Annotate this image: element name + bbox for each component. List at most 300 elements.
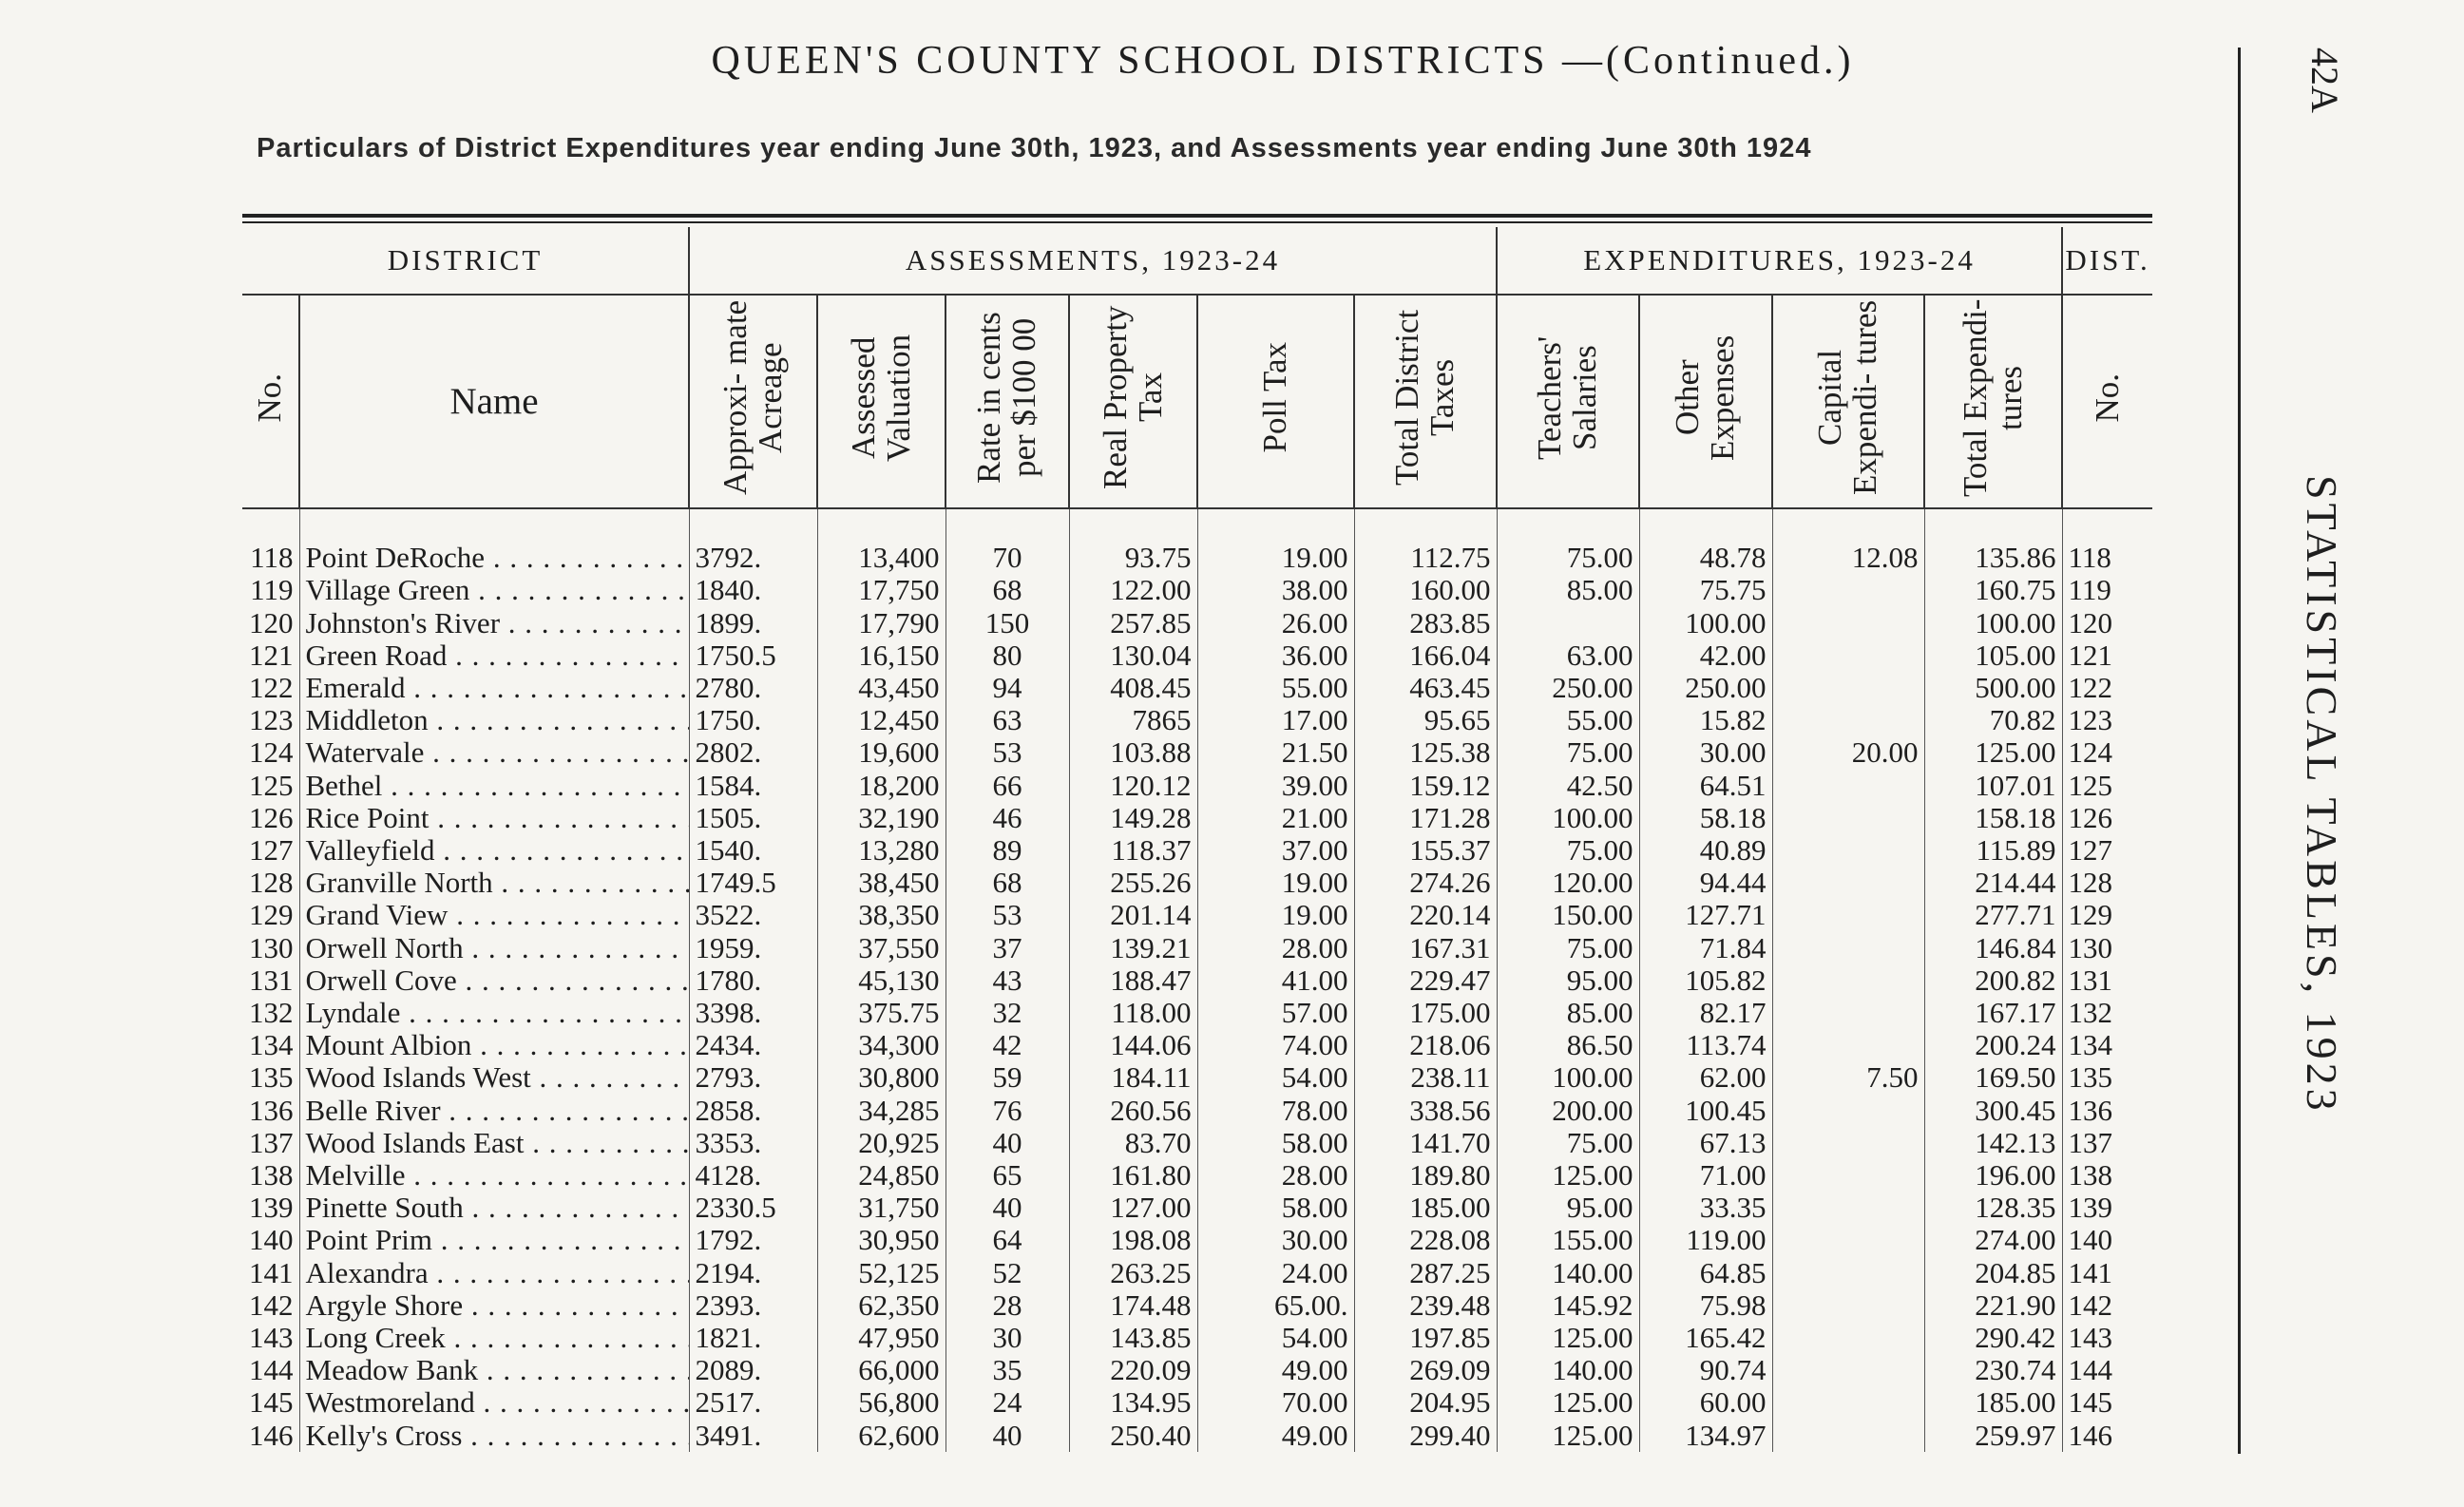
table-row [242, 1386, 2152, 1419]
valuation-cell: 17,750 [817, 574, 945, 606]
row-number: 135 [249, 1061, 294, 1095]
property-tax-cell: 263.25 [1069, 1257, 1197, 1289]
district-taxes-cell: 141.70 [1354, 1127, 1497, 1159]
valuation-cell: 62,350 [817, 1289, 945, 1322]
acreage-cell: 2194. [689, 1257, 817, 1289]
table-row [242, 672, 2152, 704]
total-exp-cell: 169.50 [1924, 1061, 2062, 1094]
rate-cell: 66 [945, 770, 1069, 802]
property-tax-cell: 143.85 [1069, 1322, 1197, 1354]
capital-cell [1772, 802, 1924, 834]
other-expenses-cell: 90.74 [1639, 1354, 1772, 1386]
row-number: 143 [249, 1322, 294, 1355]
district-name: Bethel . . . [299, 770, 689, 802]
side-title: STATISTICAL TABLES, 1923 [2298, 475, 2346, 1115]
table-row [242, 1127, 2152, 1159]
valuation-cell: 38,450 [817, 867, 945, 899]
row-number: 139 [249, 1192, 294, 1225]
rate-cell: 28 [945, 1289, 1069, 1322]
capital-cell [1772, 1159, 1924, 1192]
dist-number: 124 [2062, 736, 2152, 769]
row-number: 145 [249, 1386, 294, 1420]
poll-tax-cell: 28.00 [1197, 932, 1354, 964]
poll-tax-cell: 58.00 [1197, 1192, 1354, 1224]
statistics-table [242, 214, 2152, 1452]
total-exp-cell: 290.42 [1924, 1322, 2062, 1354]
total-exp-cell: 221.90 [1924, 1289, 2062, 1322]
valuation-cell: 43,450 [817, 672, 945, 704]
col-poll-tax: Poll Tax [1197, 295, 1354, 508]
table-row [242, 736, 2152, 769]
district-taxes-cell: 218.06 [1354, 1029, 1497, 1061]
property-tax-cell: 83.70 [1069, 1127, 1197, 1159]
district-name: Orwell Cove . . . [299, 964, 689, 997]
total-exp-cell: 115.89 [1924, 834, 2062, 867]
table-row [242, 1029, 2152, 1061]
rate-cell: 32 [945, 997, 1069, 1029]
property-tax-cell: 161.80 [1069, 1159, 1197, 1192]
capital-cell [1772, 1029, 1924, 1061]
rate-cell: 76 [945, 1095, 1069, 1127]
total-exp-cell: 142.13 [1924, 1127, 2062, 1159]
poll-tax-cell: 17.00 [1197, 704, 1354, 736]
property-tax-cell: 198.08 [1069, 1224, 1197, 1256]
property-tax-cell: 220.09 [1069, 1354, 1197, 1386]
rate-cell: 40 [945, 1420, 1069, 1452]
other-expenses-cell: 64.85 [1639, 1257, 1772, 1289]
row-number: 125 [249, 769, 294, 802]
total-exp-cell: 158.18 [1924, 802, 2062, 834]
total-exp-cell: 200.24 [1924, 1029, 2062, 1061]
capital-cell [1772, 932, 1924, 964]
valuation-cell: 30,800 [817, 1061, 945, 1094]
property-tax-cell: 149.28 [1069, 802, 1197, 834]
valuation-cell: 24,850 [817, 1159, 945, 1192]
col-acreage: Approxi- mate Acreage [689, 295, 817, 508]
district-name: Mount Albion . . . [299, 1029, 689, 1061]
other-expenses-cell: 40.89 [1639, 834, 1772, 867]
district-taxes-cell: 229.47 [1354, 964, 1497, 997]
district-name: Belle River . . . [299, 1095, 689, 1127]
property-tax-cell: 118.37 [1069, 834, 1197, 867]
district-taxes-cell: 155.37 [1354, 834, 1497, 867]
col-district-taxes: Total District Taxes [1354, 295, 1497, 508]
district-name: Village Green . . . [299, 574, 689, 606]
district-taxes-cell: 159.12 [1354, 770, 1497, 802]
col-dist-no: No. [2062, 295, 2152, 508]
col-other: Other Expenses [1639, 295, 1772, 508]
property-tax-cell: 120.12 [1069, 770, 1197, 802]
table-row [242, 899, 2152, 931]
poll-tax-cell: 24.00 [1197, 1257, 1354, 1289]
group-expenditures: EXPENDITURES, 1923-24 [1497, 227, 2062, 295]
group-district: DISTRICT [242, 227, 689, 295]
poll-tax-cell: 28.00 [1197, 1159, 1354, 1192]
row-number: 131 [249, 963, 294, 997]
table-row [242, 704, 2152, 736]
salaries-cell: 85.00 [1497, 574, 1639, 606]
table-row [242, 1322, 2152, 1354]
other-expenses-cell: 127.71 [1639, 899, 1772, 931]
other-expenses-cell: 48.78 [1639, 542, 1772, 574]
rate-cell: 24 [945, 1386, 1069, 1419]
poll-tax-cell: 55.00 [1197, 672, 1354, 704]
rate-cell: 53 [945, 899, 1069, 931]
district-name: Orwell North . . . [299, 932, 689, 964]
other-expenses-cell: 75.75 [1639, 574, 1772, 606]
total-exp-cell: 167.17 [1924, 997, 2062, 1029]
col-valuation: Assessed Valuation [817, 295, 945, 508]
capital-cell [1772, 997, 1924, 1029]
district-taxes-cell: 175.00 [1354, 997, 1497, 1029]
capital-cell [1772, 672, 1924, 704]
other-expenses-cell: 62.00 [1639, 1061, 1772, 1094]
dist-number: 121 [2062, 639, 2152, 672]
district-name: Argyle Shore . . . [299, 1289, 689, 1322]
district-name: Pinette South . . . [299, 1192, 689, 1224]
row-number: 134 [249, 1029, 294, 1062]
table-row [242, 964, 2152, 997]
table-row [242, 1192, 2152, 1224]
poll-tax-cell: 19.00 [1197, 867, 1354, 899]
property-tax-cell: 130.04 [1069, 639, 1197, 672]
acreage-cell: 1792. [689, 1224, 817, 1256]
dist-number: 141 [2062, 1257, 2152, 1289]
total-exp-cell: 135.86 [1924, 542, 2062, 574]
acreage-cell: 2089. [689, 1354, 817, 1386]
other-expenses-cell: 94.44 [1639, 867, 1772, 899]
table-row [242, 867, 2152, 899]
district-name: Granville North . . . [299, 867, 689, 899]
district-taxes-cell: 463.45 [1354, 672, 1497, 704]
total-exp-cell: 259.97 [1924, 1420, 2062, 1452]
row-number: 121 [249, 639, 294, 672]
row-number: 126 [249, 801, 294, 834]
valuation-cell: 31,750 [817, 1192, 945, 1224]
total-exp-cell: 500.00 [1924, 672, 2062, 704]
capital-cell [1772, 1354, 1924, 1386]
district-taxes-cell: 269.09 [1354, 1354, 1497, 1386]
dist-number: 134 [2062, 1029, 2152, 1061]
district-name: Wood Islands East . . . [299, 1127, 689, 1159]
dist-number: 145 [2062, 1386, 2152, 1419]
property-tax-cell: 255.26 [1069, 867, 1197, 899]
other-expenses-cell: 165.42 [1639, 1322, 1772, 1354]
col-property-tax: Real Property Tax [1069, 295, 1197, 508]
dist-number: 126 [2062, 802, 2152, 834]
district-taxes-cell: 299.40 [1354, 1420, 1497, 1452]
rate-cell: 65 [945, 1159, 1069, 1192]
district-name: Point Prim . . . [299, 1224, 689, 1256]
other-expenses-cell: 100.00 [1639, 607, 1772, 639]
district-taxes-cell: 166.04 [1354, 639, 1497, 672]
salaries-cell: 145.92 [1497, 1289, 1639, 1322]
total-exp-cell: 100.00 [1924, 607, 2062, 639]
salaries-cell [1497, 607, 1639, 639]
col-no: No. [242, 295, 299, 508]
poll-tax-cell: 19.00 [1197, 899, 1354, 931]
valuation-cell: 13,400 [817, 542, 945, 574]
poll-tax-cell: 57.00 [1197, 997, 1354, 1029]
table-row [242, 1354, 2152, 1386]
salaries-cell: 100.00 [1497, 1061, 1639, 1094]
poll-tax-cell: 54.00 [1197, 1061, 1354, 1094]
table-row [242, 1224, 2152, 1256]
rate-cell: 52 [945, 1257, 1069, 1289]
table-row [242, 802, 2152, 834]
other-expenses-cell: 82.17 [1639, 997, 1772, 1029]
district-name: Long Creek . . . [299, 1322, 689, 1354]
poll-tax-cell: 74.00 [1197, 1029, 1354, 1061]
dist-number: 123 [2062, 704, 2152, 736]
salaries-cell: 150.00 [1497, 899, 1639, 931]
rate-cell: 37 [945, 932, 1069, 964]
valuation-cell: 34,300 [817, 1029, 945, 1061]
other-expenses-cell: 15.82 [1639, 704, 1772, 736]
poll-tax-cell: 38.00 [1197, 574, 1354, 606]
capital-cell [1772, 964, 1924, 997]
salaries-cell: 100.00 [1497, 802, 1639, 834]
total-exp-cell: 277.71 [1924, 899, 2062, 931]
dist-number: 138 [2062, 1159, 2152, 1192]
acreage-cell: 1899. [689, 607, 817, 639]
salaries-cell: 140.00 [1497, 1257, 1639, 1289]
table-row [242, 639, 2152, 672]
district-taxes-cell: 112.75 [1354, 542, 1497, 574]
acreage-cell: 2517. [689, 1386, 817, 1419]
valuation-cell: 12,450 [817, 704, 945, 736]
page-number: 42A [2303, 48, 2346, 113]
other-expenses-cell: 60.00 [1639, 1386, 1772, 1419]
other-expenses-cell: 134.97 [1639, 1420, 1772, 1452]
acreage-cell: 1584. [689, 770, 817, 802]
poll-tax-cell: 30.00 [1197, 1224, 1354, 1256]
district-name: Johnston's River . . . [299, 607, 689, 639]
poll-tax-cell: 19.00 [1197, 542, 1354, 574]
salaries-cell: 95.00 [1497, 964, 1639, 997]
table-row [242, 1257, 2152, 1289]
salaries-cell: 42.50 [1497, 770, 1639, 802]
dist-number: 136 [2062, 1095, 2152, 1127]
capital-cell [1772, 867, 1924, 899]
valuation-cell: 66,000 [817, 1354, 945, 1386]
district-taxes-cell: 274.26 [1354, 867, 1497, 899]
acreage-cell: 1959. [689, 932, 817, 964]
table-top-rule [242, 214, 2152, 223]
salaries-cell: 55.00 [1497, 704, 1639, 736]
table-row [242, 574, 2152, 606]
capital-cell [1772, 574, 1924, 606]
valuation-cell: 16,150 [817, 639, 945, 672]
district-taxes-cell: 189.80 [1354, 1159, 1497, 1192]
rate-cell: 59 [945, 1061, 1069, 1094]
other-expenses-cell: 30.00 [1639, 736, 1772, 769]
table-row [242, 1061, 2152, 1094]
table-row [242, 1159, 2152, 1192]
dist-number: 140 [2062, 1224, 2152, 1256]
poll-tax-cell: 36.00 [1197, 639, 1354, 672]
district-name: Emerald . . . [299, 672, 689, 704]
capital-cell [1772, 899, 1924, 931]
row-number: 127 [249, 834, 294, 868]
capital-cell: 20.00 [1772, 736, 1924, 769]
dist-number: 125 [2062, 770, 2152, 802]
poll-tax-cell: 49.00 [1197, 1420, 1354, 1452]
district-taxes-cell: 167.31 [1354, 932, 1497, 964]
table-row [242, 932, 2152, 964]
property-tax-cell: 257.85 [1069, 607, 1197, 639]
page-subtitle: Particulars of District Expenditures year ending June 30th, 1923, and Assessments year ending June 30th 1924 [257, 133, 1812, 163]
capital-cell [1772, 1257, 1924, 1289]
district-name: Kelly's Cross . . . [299, 1420, 689, 1452]
table-row [242, 1095, 2152, 1127]
district-taxes-cell: 197.85 [1354, 1322, 1497, 1354]
other-expenses-cell: 67.13 [1639, 1127, 1772, 1159]
salaries-cell: 95.00 [1497, 1192, 1639, 1224]
district-name: Melville . . . [299, 1159, 689, 1192]
dist-number: 143 [2062, 1322, 2152, 1354]
col-salaries: Teachers' Salaries [1497, 295, 1639, 508]
district-taxes-cell: 239.48 [1354, 1289, 1497, 1322]
table-row [242, 770, 2152, 802]
other-expenses-cell: 71.00 [1639, 1159, 1772, 1192]
total-exp-cell: 125.00 [1924, 736, 2062, 769]
valuation-cell: 19,600 [817, 736, 945, 769]
row-number: 138 [249, 1159, 294, 1192]
row-number: 123 [249, 704, 294, 737]
property-tax-cell: 174.48 [1069, 1289, 1197, 1322]
capital-cell [1772, 1224, 1924, 1256]
valuation-cell: 34,285 [817, 1095, 945, 1127]
group-assessments: ASSESSMENTS, 1923-24 [689, 227, 1497, 295]
district-name: Valleyfield . . . [299, 834, 689, 867]
valuation-cell: 18,200 [817, 770, 945, 802]
salaries-cell: 75.00 [1497, 542, 1639, 574]
district-name: Watervale . . . [299, 736, 689, 769]
district-taxes-cell: 338.56 [1354, 1095, 1497, 1127]
capital-cell [1772, 639, 1924, 672]
property-tax-cell: 184.11 [1069, 1061, 1197, 1094]
side-rule [2238, 48, 2241, 1454]
district-taxes-cell: 228.08 [1354, 1224, 1497, 1256]
capital-cell [1772, 1289, 1924, 1322]
salaries-cell: 85.00 [1497, 997, 1639, 1029]
acreage-cell: 1505. [689, 802, 817, 834]
acreage-cell: 3353. [689, 1127, 817, 1159]
capital-cell [1772, 1420, 1924, 1452]
district-name: Wood Islands West . . . [299, 1061, 689, 1094]
salaries-cell: 140.00 [1497, 1354, 1639, 1386]
valuation-cell: 20,925 [817, 1127, 945, 1159]
dist-number: 130 [2062, 932, 2152, 964]
district-name: Lyndale . . . [299, 997, 689, 1029]
total-exp-cell: 185.00 [1924, 1386, 2062, 1419]
salaries-cell: 86.50 [1497, 1029, 1639, 1061]
capital-cell [1772, 1386, 1924, 1419]
poll-tax-cell: 65.00. [1197, 1289, 1354, 1322]
table-body [242, 508, 2152, 1452]
dist-number: 127 [2062, 834, 2152, 867]
acreage-cell: 2330.5 [689, 1192, 817, 1224]
rate-cell: 70 [945, 542, 1069, 574]
salaries-cell: 75.00 [1497, 834, 1639, 867]
property-tax-cell: 144.06 [1069, 1029, 1197, 1061]
total-exp-cell: 107.01 [1924, 770, 2062, 802]
acreage-cell: 2858. [689, 1095, 817, 1127]
district-taxes-cell: 204.95 [1354, 1386, 1497, 1419]
valuation-cell: 37,550 [817, 932, 945, 964]
salaries-cell: 125.00 [1497, 1159, 1639, 1192]
rate-cell: 80 [945, 639, 1069, 672]
poll-tax-cell: 21.00 [1197, 802, 1354, 834]
valuation-cell: 375.75 [817, 997, 945, 1029]
property-tax-cell: 7865 [1069, 704, 1197, 736]
capital-cell [1772, 1322, 1924, 1354]
salaries-cell: 75.00 [1497, 1127, 1639, 1159]
valuation-cell: 52,125 [817, 1257, 945, 1289]
district-taxes-cell: 125.38 [1354, 736, 1497, 769]
col-rate: Rate in cents per $100 00 [945, 295, 1069, 508]
salaries-cell: 250.00 [1497, 672, 1639, 704]
total-exp-cell: 105.00 [1924, 639, 2062, 672]
group-dist: DIST. [2062, 227, 2152, 295]
dist-number: 139 [2062, 1192, 2152, 1224]
district-taxes-cell: 185.00 [1354, 1192, 1497, 1224]
rate-cell: 68 [945, 867, 1069, 899]
district-name: Middleton . . . [299, 704, 689, 736]
capital-cell [1772, 704, 1924, 736]
district-taxes-cell: 220.14 [1354, 899, 1497, 931]
acreage-cell: 1749.5 [689, 867, 817, 899]
total-exp-cell: 196.00 [1924, 1159, 2062, 1192]
table-row [242, 997, 2152, 1029]
valuation-cell: 30,950 [817, 1224, 945, 1256]
poll-tax-cell: 21.50 [1197, 736, 1354, 769]
acreage-cell: 1840. [689, 574, 817, 606]
district-name: Westmoreland . . . [299, 1386, 689, 1419]
salaries-cell: 125.00 [1497, 1420, 1639, 1452]
district-taxes-cell: 171.28 [1354, 802, 1497, 834]
dist-number: 129 [2062, 899, 2152, 931]
rate-cell: 43 [945, 964, 1069, 997]
total-exp-cell: 214.44 [1924, 867, 2062, 899]
district-name: Alexandra . . . [299, 1257, 689, 1289]
district-taxes-cell: 238.11 [1354, 1061, 1497, 1094]
salaries-cell: 63.00 [1497, 639, 1639, 672]
property-tax-cell: 134.95 [1069, 1386, 1197, 1419]
capital-cell [1772, 607, 1924, 639]
district-name: Rice Point . . . [299, 802, 689, 834]
row-number: 119 [250, 574, 294, 607]
poll-tax-cell: 39.00 [1197, 770, 1354, 802]
acreage-cell: 1780. [689, 964, 817, 997]
other-expenses-cell: 71.84 [1639, 932, 1772, 964]
valuation-cell: 62,600 [817, 1420, 945, 1452]
dist-number: 118 [2062, 542, 2152, 574]
total-exp-cell: 230.74 [1924, 1354, 2062, 1386]
total-exp-cell: 274.00 [1924, 1224, 2062, 1256]
capital-cell: 7.50 [1772, 1061, 1924, 1094]
valuation-cell: 47,950 [817, 1322, 945, 1354]
total-exp-cell: 204.85 [1924, 1257, 2062, 1289]
property-tax-cell: 250.40 [1069, 1420, 1197, 1452]
row-number: 130 [249, 931, 294, 964]
property-tax-cell: 260.56 [1069, 1095, 1197, 1127]
total-exp-cell: 300.45 [1924, 1095, 2062, 1127]
property-tax-cell: 408.45 [1069, 672, 1197, 704]
capital-cell: 12.08 [1772, 542, 1924, 574]
row-number: 122 [249, 672, 294, 704]
